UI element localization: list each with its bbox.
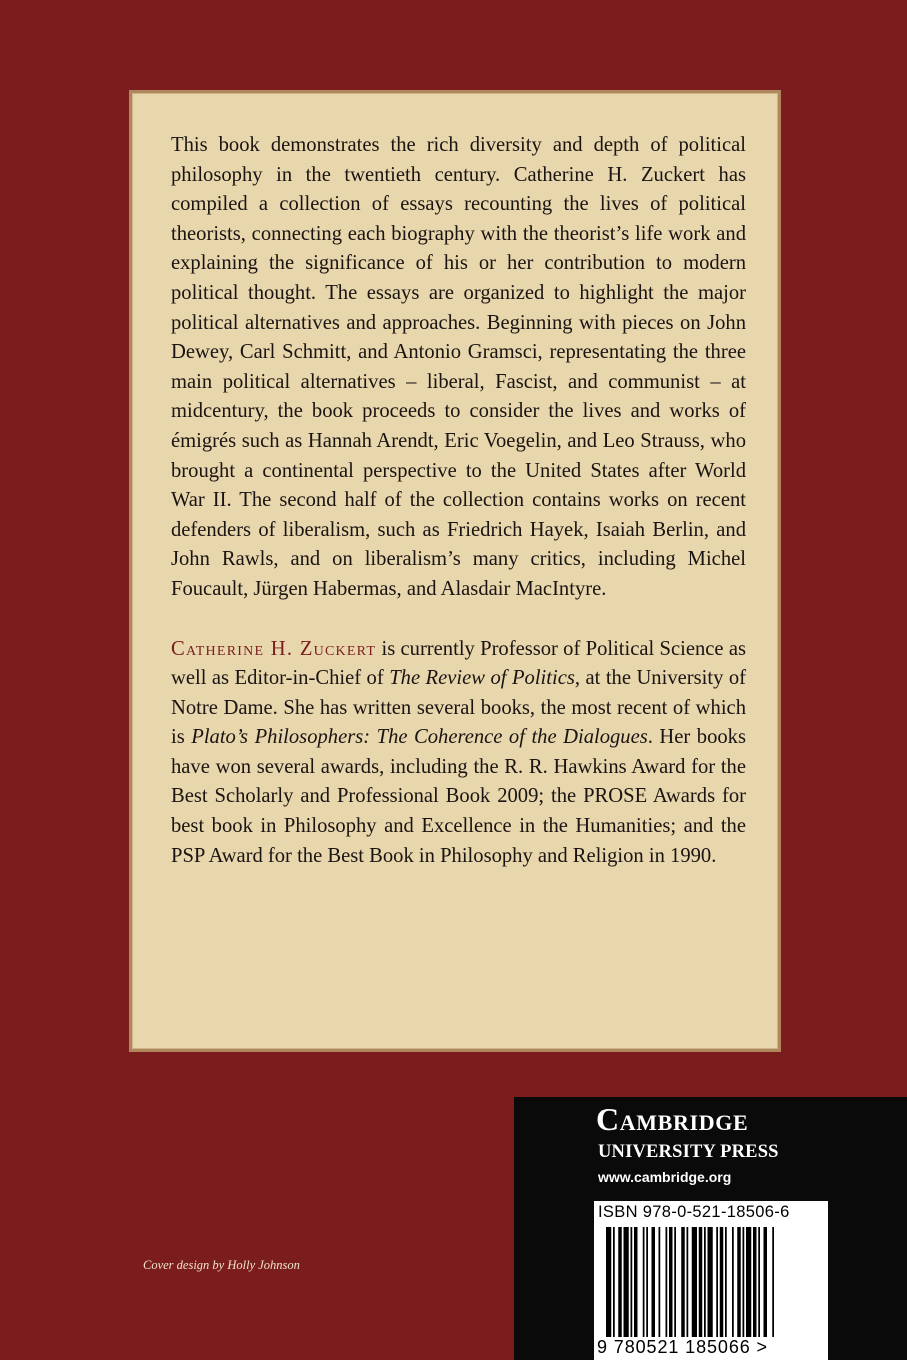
publisher-url: www.cambridge.org <box>598 1169 732 1185</box>
author-name: Catherine H. Zuckert <box>171 637 377 660</box>
publisher-subtitle: UNIVERSITY PRESS <box>598 1142 779 1162</box>
isbn-label: ISBN 978-0-521-18506-6 <box>598 1203 790 1221</box>
publisher-block <box>514 1097 907 1360</box>
publisher-name: Cambridge <box>596 1101 749 1137</box>
bio-title-platos-philosophers: Plato’s Philosophers: The Coherence of the Dialogues <box>191 726 648 749</box>
author-bio-paragraph <box>171 635 746 872</box>
bio-text-1: is currently Professor of Political Science as well as Editor-in-Chief of <box>171 637 746 690</box>
blurb-panel <box>129 90 781 1052</box>
barcode-icon <box>606 1227 816 1337</box>
bio-text-3: . Her books have won several awards, including the R. R. Hawkins Award for the Best Scholarly and Professional Book 2009; the PROSE Awards for best book in Philosophy and Excellence in the Humanities; and the PSP Award for the Best Book in Philosophy and Religion in 1990. <box>171 726 746 867</box>
description-paragraph: This book demonstrates the rich diversity and depth of political philosophy in the twentieth century. Catherine H. Zuckert has compiled a collection of essays recounting the lives of political theorists, connecting each biography with the theorist’s life work and explaining the significance of his or her contribution to modern political thought. The essays are organized to highlight the major political alternatives and approaches. Beginning with pieces on John Dewey, Carl Schmitt, and Antonio Gramsci, representating the three main political alternatives – liberal, Fascist, and communist – at midcentury, the book proceeds to consider the lives and works of émigrés such as Hannah Arendt, Eric Voegelin, and Leo Strauss, who brought a continental perspective to the United States after World War II. The second half of the collection contains works on recent defenders of liberalism, such as Friedrich Hayek, Isaiah Berlin, and John Rawls, and on liberalism’s many critics, including Michel Foucault, Jürgen Habermas, and Alasdair MacIntyre. <box>171 134 746 600</box>
bio-title-review-of-politics: The Review of Politics <box>389 667 575 690</box>
isbn-barcode <box>594 1201 828 1360</box>
barcode-digits: 9 780521 185066 > <box>597 1337 768 1357</box>
cover-design-credit: Cover design by Holly Johnson <box>143 1258 300 1272</box>
bio-text-2: , at the University of Notre Dame. She has written several books, the most recent of which is <box>171 667 747 749</box>
blurb-text <box>171 131 746 871</box>
